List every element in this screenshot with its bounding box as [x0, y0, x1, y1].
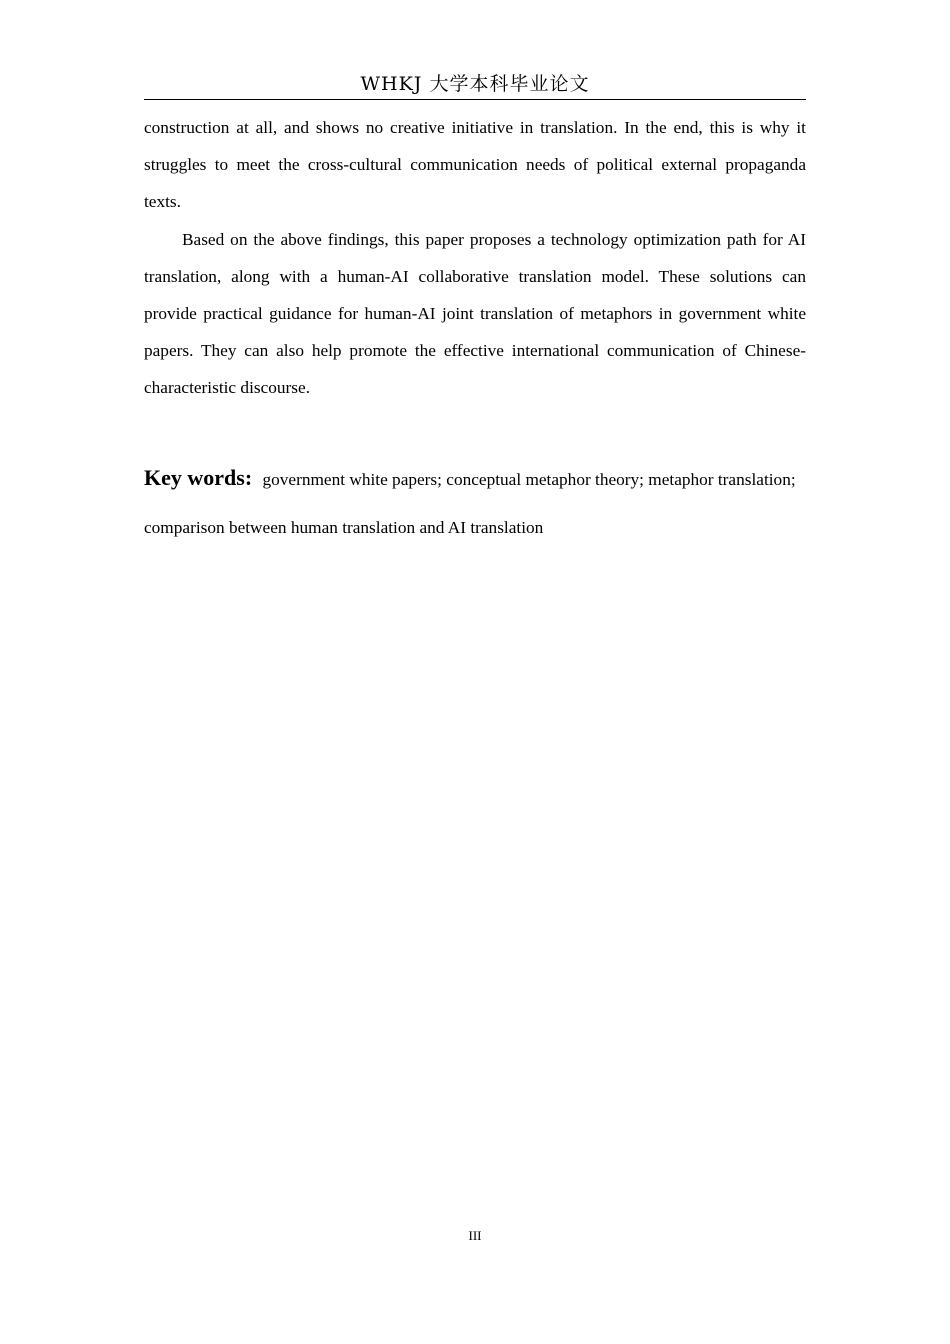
keywords-text: government white papers; conceptual metaphor theory; metaphor translation; comparison between human translation and AI translation [144, 470, 796, 537]
page-header [144, 70, 806, 100]
header-title: WHKJ 大学本科毕业论文 [360, 73, 590, 95]
keywords-section [144, 454, 806, 552]
page-number: III [468, 1228, 482, 1243]
abstract-body [144, 109, 806, 407]
keywords-label: Key words: [144, 465, 253, 490]
abstract-paragraph-conclusion: Based on the above findings, this paper proposes a technology optimization path for AI translation, along with a human-AI collaborative translation model. These solutions can provide practical guidance for human-AI joint translation of metaphors in government white papers. They can also help promote the effective international communication of Chinese-characteristic discourse. [144, 229, 806, 398]
abstract-paragraph-continuation: construction at all, and shows no creative initiative in translation. In the end, this is why it struggles to meet the cross-cultural communication needs of political external propaganda texts. [144, 118, 806, 212]
